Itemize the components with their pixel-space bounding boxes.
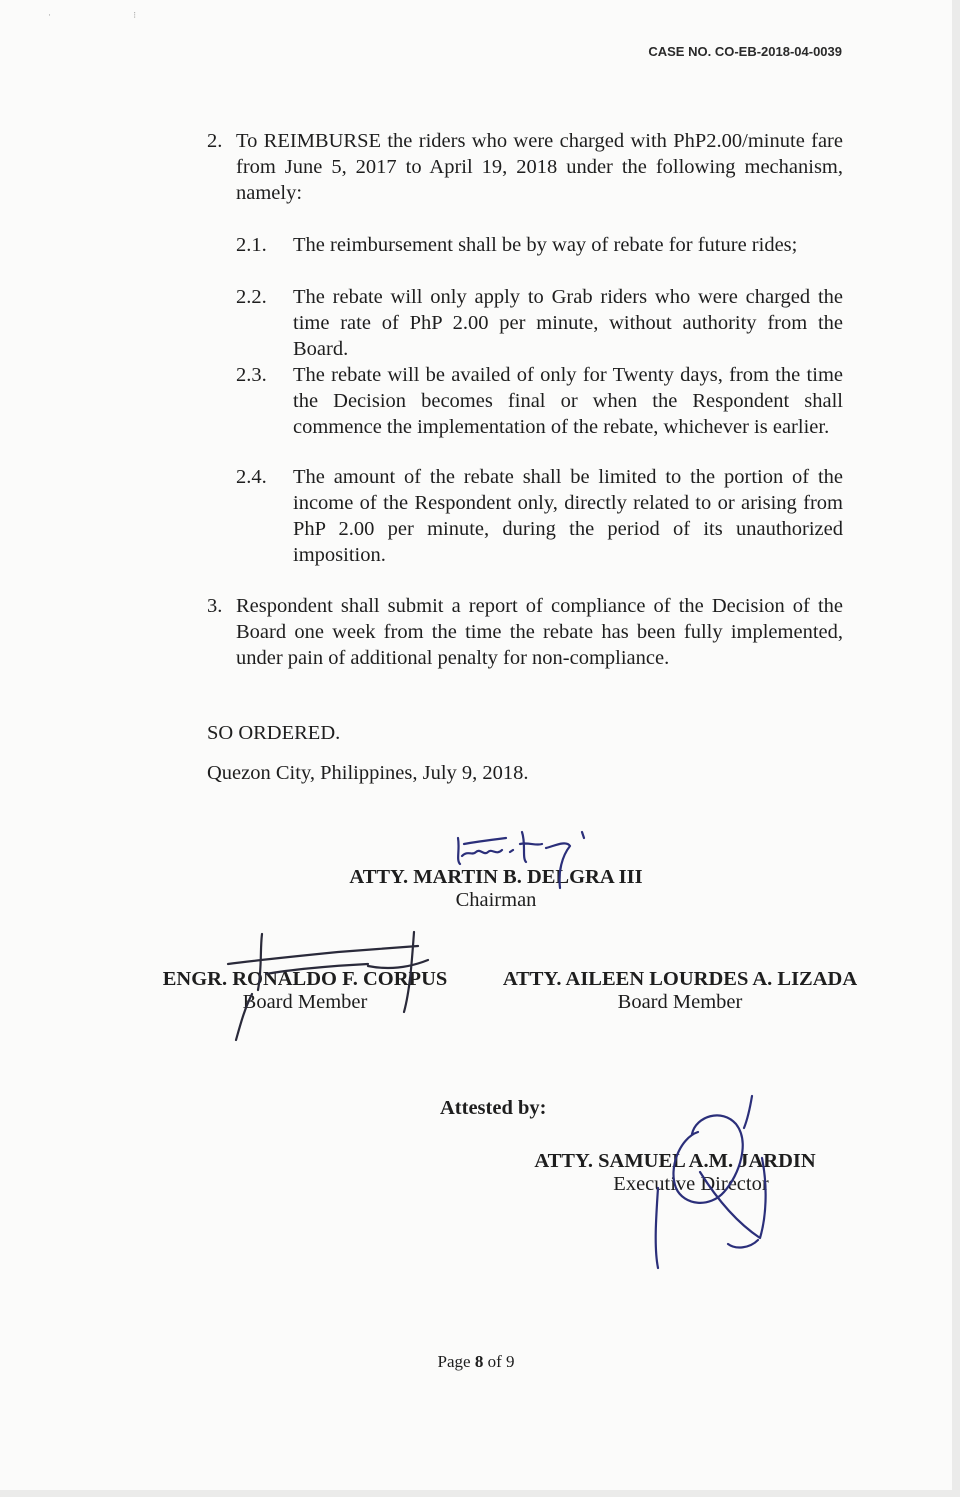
member1-title: Board Member: [242, 991, 368, 1013]
page-of: of: [487, 1352, 502, 1371]
place-and-date: Quezon City, Philippines, July 9, 2018.: [207, 762, 529, 784]
member1-name: ENGR. RONALDO F. CORPUS: [162, 968, 448, 990]
chairman-name: ATTY. MARTIN B. DELGRA III: [349, 866, 643, 888]
sub-item-number: 2.1.: [236, 234, 267, 256]
sub-item-text: The reimbursement shall be by way of rebate for future rides;: [293, 234, 798, 256]
page-label: Page: [437, 1352, 471, 1371]
so-ordered: SO ORDERED.: [207, 722, 341, 744]
item-text: To REIMBURSE the riders who were charged with PhP2.00/minute fare from June 5, 2017 to April 19, 2018 under the following mechanism, namely:: [236, 130, 843, 204]
sub-item-2-4: [236, 464, 843, 568]
sub-item-number: 2.3.: [236, 364, 267, 386]
member1-handwritten-signature: [218, 930, 448, 1050]
sub-item-2-3: [236, 362, 843, 440]
page-number: [0, 1352, 952, 1372]
member2-title: Board Member: [617, 991, 743, 1013]
sub-item-2-2: [236, 284, 843, 362]
member2-signature-block: [480, 968, 880, 1014]
sub-item-text: The rebate will only apply to Grab riders who were charged the time rate of PhP 2.00 per minute, without authority from the Board.: [293, 286, 843, 360]
executive-handwritten-signature: [640, 1088, 790, 1278]
sub-item-number: 2.2.: [236, 286, 267, 308]
sub-item-number: 2.4.: [236, 466, 267, 488]
item-number: 2.: [207, 130, 223, 152]
item-number: 3.: [207, 595, 223, 617]
chairman-handwritten-signature: [450, 826, 650, 906]
item-text: Respondent shall submit a report of compliance of the Decision of the Board one week from the time the rebate has been fully implemented, under pain of additional penalty for non-compliance.: [236, 595, 843, 669]
page-total: 9: [505, 1352, 515, 1371]
executive-title: Executive Director: [613, 1173, 769, 1195]
executive-name: ATTY. SAMUEL A.M. JARDIN: [534, 1150, 816, 1172]
case-number: CASE NO. CO-EB-2018-04-0039: [648, 44, 842, 59]
sub-item-text: The rebate will be availed of only for Twenty days, from the time the Decision becomes final or when the Respondent shall commence the implementation of the rebate, whichever is earlier.: [293, 364, 843, 438]
order-item-3: [207, 593, 843, 671]
attested-by-label: Attested by:: [440, 1097, 547, 1119]
chairman-title: Chairman: [455, 889, 537, 911]
sub-item-text: The amount of the rebate shall be limited to the portion of the income of the Respondent only, directly related to or arising from PhP 2.00 per minute, during the period of its unauthorized imposition.: [293, 466, 843, 566]
order-item-2: [207, 128, 843, 206]
page-current: 8: [474, 1352, 484, 1371]
member2-name: ATTY. AILEEN LOURDES A. LIZADA: [502, 968, 858, 990]
scan-marks: · ⁝: [48, 10, 177, 20]
sub-item-2-1: [236, 232, 843, 258]
